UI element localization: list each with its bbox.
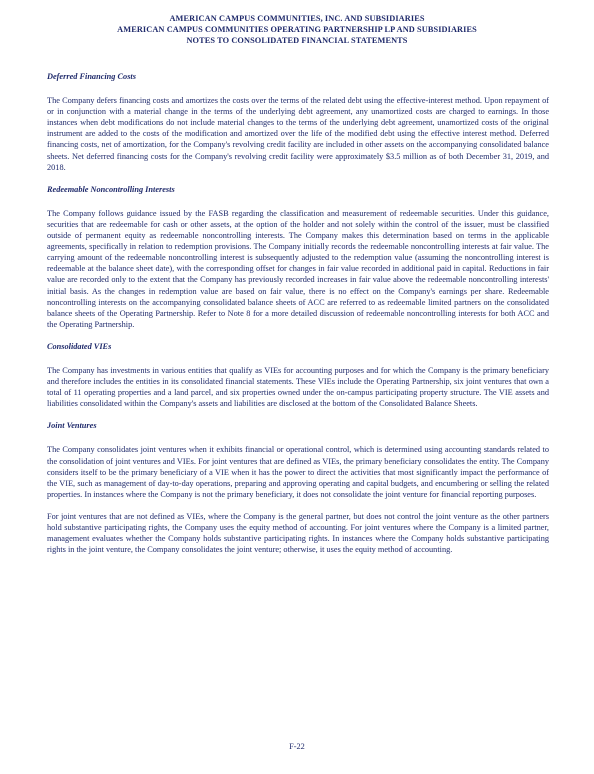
section-paragraph: The Company has investments in various entities that qualify as VIEs for accounting purposes and for which the Company is the primary beneficiary and therefore includes the entities in its consolidated financial statements. These VIEs include the Operating Partnership, six joint ventures that own a total of 11 operating properties and a land parcel, and six properties owned under the on-campus participating property structure. The VIE assets and liabilities consolidated within the Company's assets and liabilities are disclosed at the bottom of the Consolidated Balance Sheets. bbox=[47, 365, 549, 409]
section-consolidated-vies bbox=[47, 341, 549, 409]
section-heading: Deferred Financing Costs bbox=[47, 72, 136, 81]
page-content bbox=[47, 71, 549, 566]
section-joint-ventures bbox=[47, 420, 549, 555]
section-paragraph: The Company follows guidance issued by the FASB regarding the classification and measurement of redeemable securities. Under this guidance, securities that are redeemable for cash or other assets, at the option of the holder and not solely within the control of the issuer, must be classified outside of permanent equity as redeemable noncontrolling interests. The Company makes this determination based on terms in the applicable agreements, specifically in relation to redemption provisions. The Company initially records the redeemable noncontrolling interests at fair value. The carrying amount of the redeemable noncontrolling interest is subsequently adjusted to the redemption value (assuming the noncontrolling interest is redeemable at the balance sheet date), with the corresponding offset for changes in fair value recorded in additional paid in capital. Reductions in fair value are recorded only to the extent that the Company has previously recorded increases in fair value above the redeemable noncontrolling interests' initial basis. As the changes in redemption value are based on fair value, there is no effect on the Company's earnings per share. Redeemable noncontrolling interests on the accompanying consolidated balance sheets of ACC are referred to as redeemable limited partners on the consolidated balance sheets of the Operating Partnership. Refer to Note 8 for a more detailed discussion of redeemable noncontrolling interests for both ACC and the Operating Partnership. bbox=[47, 208, 549, 329]
section-heading: Joint Ventures bbox=[47, 421, 97, 431]
section-heading: Consolidated VIEs bbox=[47, 341, 112, 351]
section-redeemable-noncontrolling-interests bbox=[47, 184, 549, 330]
section-heading: Redeemable Noncontrolling Interests bbox=[47, 184, 175, 194]
section-paragraph: The Company defers financing costs and amortizes the costs over the terms of the related debt using the effective-interest method. Upon repayment of or in conjunction with a material change in the terms of the underlying debt agreement, any unamortized costs are charged to earnings. In those instances when debt modifications do not include material changes to the terms of the underlying debt agreement, unamortized costs of the original instrument are added to the costs of the modification and amortized over the life of the modified debt using the effective interest method. Deferred financing costs, net of amortization, for the Company's revolving credit facility are included in other assets on the accompanying consolidated balance sheets. Net deferred financing costs for the Company's revolving credit facility were approximately $3.5 million as of both December 31, 2019, and 2018. bbox=[47, 96, 549, 172]
section-paragraph: The Company consolidates joint ventures when it exhibits financial or operational control, which is determined using accounting standards related to the consolidation of joint ventures and VIEs. For joint ventures that are defined as VIEs, the primary beneficiary consolidates the entity. The Company considers itself to be the primary beneficiary of a VIE when it has the power to direct the activities that most significantly impact the performance of the VIE, such as management of day-to-day operations, preparing and approving operating and capital budgets, and encumbering or selling the related properties. In instances where the Company is not the primary beneficiary, it does not consolidate the joint venture for financial reporting purposes. bbox=[47, 445, 549, 499]
section-deferred-financing-costs bbox=[47, 71, 549, 173]
page-header bbox=[0, 13, 594, 46]
header-company-line: AMERICAN CAMPUS COMMUNITIES, INC. AND SUBSIDIARIES bbox=[169, 14, 425, 23]
header-partnership-line: AMERICAN CAMPUS COMMUNITIES OPERATING PARTNERSHIP LP AND SUBSIDIARIES bbox=[117, 25, 477, 34]
header-notes-line: NOTES TO CONSOLIDATED FINANCIAL STATEMENTS bbox=[186, 36, 408, 45]
page-number: F-22 bbox=[289, 742, 305, 751]
section-paragraph: For joint ventures that are not defined as VIEs, where the Company is the general partner, but does not control the joint venture as the other partners hold substantive participating rights, the Company uses the equity method of accounting. For joint ventures where the Company is a limited partner, management evaluates whether the Company holds substantive participating rights. In instances where the Company holds substantive participating rights in the joint venture, the Company consolidates the joint venture; otherwise, it uses the equity method of accounting. bbox=[47, 511, 549, 555]
